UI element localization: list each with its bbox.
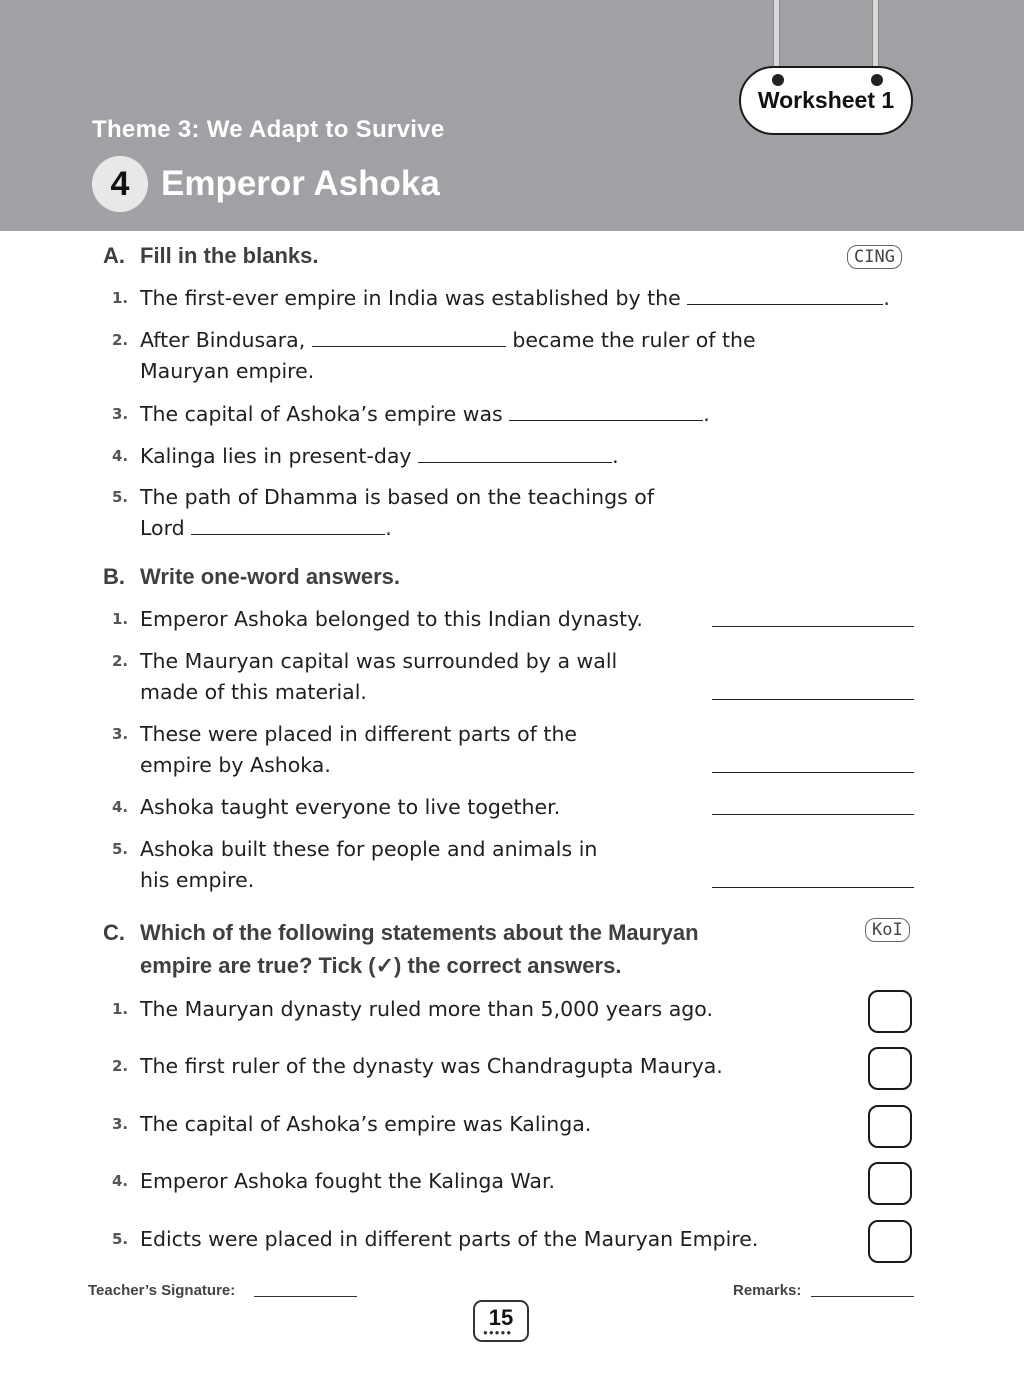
answer-line[interactable] xyxy=(712,772,914,773)
chapter-title: Emperor Ashoka xyxy=(161,164,440,203)
question-number: 3. xyxy=(112,405,129,423)
question-text: Ashoka built these for people and animals in xyxy=(140,837,598,861)
theme-title: Theme 3: We Adapt to Survive xyxy=(92,116,445,143)
answer-line[interactable] xyxy=(712,699,914,700)
worksheet-tag xyxy=(739,66,913,135)
page-number: 15 xyxy=(488,1305,514,1330)
question-number: 1. xyxy=(112,289,129,307)
section-a-letter: A. xyxy=(103,243,125,268)
question-number: 2. xyxy=(112,652,129,670)
section-a-title: Fill in the blanks. xyxy=(140,243,319,268)
teacher-signature-line[interactable] xyxy=(254,1296,357,1297)
section-c-letter: C. xyxy=(103,920,125,945)
tick-box[interactable] xyxy=(868,1162,912,1205)
question-text: These were placed in different parts of the xyxy=(140,722,578,746)
tag-string-left xyxy=(773,0,780,75)
answer-line[interactable] xyxy=(712,814,914,815)
teacher-signature-label: Teacher’s Signature: xyxy=(88,1282,236,1299)
skill-badge-cing: CING xyxy=(847,245,902,269)
question-text-end: . xyxy=(612,444,619,468)
answer-blank[interactable] xyxy=(418,446,612,463)
question-text-end: . xyxy=(385,516,392,540)
question-number: 5. xyxy=(112,840,129,858)
tag-string-right xyxy=(872,0,879,75)
question-number: 3. xyxy=(112,1115,129,1133)
question-number: 5. xyxy=(112,488,129,506)
question-text: The capital of Ashoka’s empire was Kalinga. xyxy=(140,1112,592,1136)
section-b-title: Write one-word answers. xyxy=(140,564,400,589)
question-number: 2. xyxy=(112,1057,129,1075)
answer-line[interactable] xyxy=(712,626,914,627)
question-text: The first ruler of the dynasty was Chandragupta Maurya. xyxy=(140,1054,723,1078)
question-text: After Bindusara, xyxy=(140,328,306,352)
question-text-line2: Mauryan empire. xyxy=(140,359,315,383)
worksheet-label: Worksheet 1 xyxy=(757,87,895,113)
question-text-end: . xyxy=(883,286,890,310)
tag-hole-left xyxy=(772,74,784,86)
question-text: Emperor Ashoka fought the Kalinga War. xyxy=(140,1169,556,1193)
question-number: 4. xyxy=(112,447,129,465)
question-text-line2: his empire. xyxy=(140,868,255,892)
chapter-number: 4 xyxy=(92,156,148,212)
remarks-label: Remarks: xyxy=(733,1282,802,1299)
question-number: 4. xyxy=(112,798,129,816)
remarks-line[interactable] xyxy=(811,1296,914,1297)
answer-blank[interactable] xyxy=(509,404,703,421)
question-number: 5. xyxy=(112,1230,129,1248)
question-number: 1. xyxy=(112,1000,129,1018)
answer-blank[interactable] xyxy=(312,330,506,347)
question-text: The Mauryan dynasty ruled more than 5,000 years ago. xyxy=(140,997,713,1021)
question-text-line2: empire by Ashoka. xyxy=(140,753,331,777)
question-text-end: . xyxy=(703,402,710,426)
answer-blank[interactable] xyxy=(191,518,385,535)
question-text: Ashoka taught everyone to live together. xyxy=(140,795,561,819)
answer-line[interactable] xyxy=(712,887,914,888)
question-text-end: became the ruler of the xyxy=(512,328,756,352)
question-text: Edicts were placed in different parts of the Mauryan Empire. xyxy=(140,1227,759,1251)
question-text: Emperor Ashoka belonged to this Indian dynasty. xyxy=(140,607,643,631)
question-number: 4. xyxy=(112,1172,129,1190)
section-c-title-line2: empire are true? Tick (✓) the correct answers. xyxy=(140,953,622,978)
question-text: The first-ever empire in India was established by the xyxy=(140,286,681,310)
question-number: 1. xyxy=(112,610,129,628)
page-number-badge xyxy=(473,1300,529,1342)
question-text: Kalinga lies in present-day xyxy=(140,444,412,468)
skill-badge-koi: KoI xyxy=(865,918,910,942)
tick-box[interactable] xyxy=(868,1105,912,1148)
section-b-letter: B. xyxy=(103,564,125,589)
answer-blank[interactable] xyxy=(687,288,883,305)
tag-hole-right xyxy=(871,74,883,86)
question-text-line2: made of this material. xyxy=(140,680,367,704)
section-c-title-line1: Which of the following statements about the Mauryan xyxy=(140,920,699,945)
question-text: The Mauryan capital was surrounded by a wall xyxy=(140,649,618,673)
tick-box[interactable] xyxy=(868,990,912,1033)
question-number: 3. xyxy=(112,725,129,743)
question-text: The capital of Ashoka’s empire was xyxy=(140,402,503,426)
tick-box[interactable] xyxy=(868,1047,912,1090)
question-text: The path of Dhamma is based on the teachings of xyxy=(140,485,655,509)
decorative-dots: ●●●●● xyxy=(483,1328,513,1337)
question-number: 2. xyxy=(112,331,129,349)
question-text-line2: Lord xyxy=(140,516,185,540)
tick-box[interactable] xyxy=(868,1220,912,1263)
